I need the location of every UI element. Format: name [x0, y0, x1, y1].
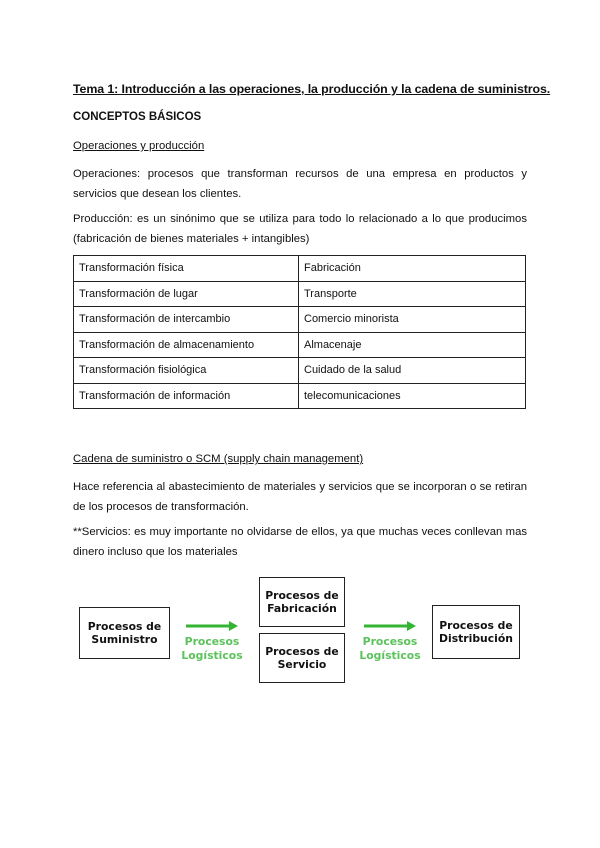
box-fabricacion-line2: Fabricación — [267, 602, 337, 615]
table-cell: Comercio minorista — [299, 307, 526, 333]
box-servicio-line2: Servicio — [277, 658, 327, 671]
table-row — [74, 358, 526, 384]
table-row — [74, 383, 526, 409]
table-cell: Cuidado de la salud — [299, 358, 526, 384]
box-distribucion-line1: Procesos de — [439, 619, 513, 632]
paragraph-produccion: Producción: es un sinónimo que se utiliza para todo lo relacionado a lo que producimos (fabricación de bienes materiales + intangibles) — [73, 213, 527, 245]
table-cell: telecomunicaciones — [299, 383, 526, 409]
paragraph-operaciones: Operaciones: procesos que transforman recursos de una empresa en productos y servicios que desean los clientes. — [73, 168, 527, 200]
table-cell: Transformación de información — [74, 383, 299, 409]
box-distribucion — [432, 605, 520, 659]
subtitle-scm: Cadena de suministro o SCM (supply chain management) — [73, 453, 364, 465]
logistics-label-1-line2: Logísticos — [181, 649, 243, 662]
box-suministro-line1: Procesos de — [87, 620, 162, 633]
logistics-label-1-line1: Procesos — [184, 635, 240, 648]
table-cell: Transformación de almacenamiento — [74, 332, 299, 358]
table-cell: Transporte — [299, 281, 526, 307]
table-cell: Transformación fisiológica — [74, 358, 299, 384]
page-title: Tema 1: Introducción a las operaciones, la producción y la cadena de suministros. — [73, 82, 551, 96]
box-suministro — [79, 607, 170, 659]
box-servicio — [259, 633, 345, 683]
table-cell: Transformación física — [74, 256, 299, 282]
logistics-label-1 — [172, 635, 252, 663]
box-fabricacion-line1: Procesos de — [265, 589, 339, 602]
table-row — [74, 256, 526, 282]
table-cell: Fabricación — [299, 256, 526, 282]
box-fabricacion — [259, 577, 345, 627]
logistics-label-2 — [350, 635, 430, 663]
box-distribucion-line2: Distribución — [439, 632, 513, 645]
table-cell: Transformación de intercambio — [74, 307, 299, 333]
section-heading: CONCEPTOS BÁSICOS — [73, 111, 202, 123]
box-suministro-line2: Suministro — [91, 633, 158, 646]
table-row — [74, 281, 526, 307]
arrow-right-icon — [364, 620, 416, 632]
table-row — [74, 307, 526, 333]
logistics-label-2-line2: Logísticos — [359, 649, 421, 662]
table-cell: Almacenaje — [299, 332, 526, 358]
paragraph-scm: Hace referencia al abastecimiento de materiales y servicios que se incorporan o se retiran de los procesos de transformación. — [73, 481, 527, 513]
paragraph-servicios: **Servicios: es muy importante no olvidarse de ellos, ya que muchas veces conllevan mas dinero incluso que los materiales — [73, 526, 527, 558]
transformations-table — [73, 255, 526, 409]
box-servicio-line1: Procesos de — [265, 645, 339, 658]
subtitle-operaciones: Operaciones y producción — [73, 140, 205, 152]
arrow-right-icon — [186, 620, 238, 632]
table-row — [74, 332, 526, 358]
table-cell: Transformación de lugar — [74, 281, 299, 307]
logistics-label-2-line1: Procesos — [362, 635, 418, 648]
